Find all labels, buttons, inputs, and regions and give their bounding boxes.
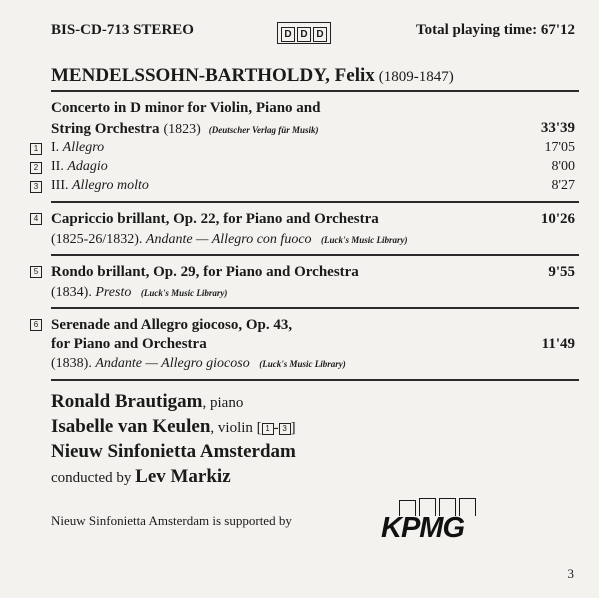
- ddd-badge: [277, 22, 331, 44]
- track-range-dash: -: [273, 420, 279, 436]
- divider: [51, 201, 579, 203]
- track-number-box: 3: [30, 181, 42, 193]
- composer-name: MENDELSSOHN-BARTHOLDY, Felix: [51, 65, 375, 86]
- ddd-letter: D: [297, 27, 311, 42]
- performer-role: , violin [: [210, 420, 262, 436]
- sponsor-text: Nieuw Sinfonietta Amsterdam is supported by: [51, 513, 292, 528]
- work-tempo: Andante — Allegro giocoso: [95, 356, 250, 371]
- divider: [51, 254, 579, 256]
- track-number-box: 5: [30, 266, 42, 278]
- work-publisher: (Luck's Music Library): [259, 359, 346, 369]
- movement-numeral: I.: [51, 140, 60, 155]
- performer-violinist: [51, 416, 296, 438]
- divider: [51, 307, 579, 309]
- movement: [51, 178, 149, 194]
- work-duration: 10'26: [540, 211, 575, 227]
- work-title: Rondo brillant, Op. 29, for Piano and Orchestra: [51, 264, 359, 280]
- movement-duration: 8'00: [551, 159, 575, 174]
- movement-numeral: III.: [51, 178, 69, 193]
- work-publisher: (Luck's Music Library): [321, 235, 408, 245]
- track-number-box: 3: [279, 423, 291, 435]
- work-duration: 11'49: [541, 336, 575, 352]
- work-year: (1838).: [51, 356, 92, 371]
- divider: [51, 379, 579, 381]
- orchestra-name: Nieuw Sinfonietta Amsterdam: [51, 441, 296, 462]
- work-duration: 9'55: [548, 264, 575, 280]
- work-details: [51, 356, 346, 372]
- work-title: Capriccio brillant, Op. 22, for Piano and Orchestra: [51, 211, 379, 227]
- movement-duration: 8'27: [551, 178, 575, 193]
- performer-role: , piano: [202, 395, 244, 411]
- track-number-box: 4: [30, 213, 42, 225]
- work-title-line2: for Piano and Orchestra: [51, 336, 207, 352]
- ddd-letter: D: [313, 27, 327, 42]
- work-tempo: Presto: [95, 285, 132, 300]
- composer-dates: (1809-1847): [378, 69, 454, 85]
- bracket-close: ]: [290, 420, 296, 436]
- movement: [51, 159, 108, 175]
- conductor-line: [51, 466, 231, 488]
- kpmg-logo: [381, 498, 491, 544]
- total-playing-time: Total playing time: 67'12: [415, 22, 575, 38]
- movement: [51, 140, 104, 156]
- track-number-box: 6: [30, 319, 42, 331]
- kpmg-logo-text: KPMG: [381, 512, 464, 544]
- performer-name: Ronald Brautigam: [51, 391, 203, 412]
- movement-numeral: II.: [51, 159, 64, 174]
- work-title-part: String Orchestra: [51, 121, 160, 137]
- divider: [51, 90, 579, 92]
- track-number-box: 1: [262, 423, 274, 435]
- work-title: Concerto in D minor for Violin, Piano and: [51, 100, 321, 116]
- conductor-name: Lev Markiz: [135, 466, 231, 487]
- ddd-letter: D: [281, 27, 295, 42]
- track-number-box: 2: [30, 162, 42, 174]
- catalog-number: BIS-CD-713 STEREO: [51, 22, 194, 38]
- page-number: 3: [567, 566, 574, 581]
- movement-tempo: Adagio: [67, 159, 108, 174]
- movement-tempo: Allegro: [62, 140, 105, 155]
- work-publisher: (Deutscher Verlag für Musik): [208, 125, 319, 135]
- work-year: (1823): [163, 122, 201, 137]
- work-publisher: (Luck's Music Library): [140, 288, 228, 298]
- movement-tempo: Allegro molto: [72, 178, 149, 193]
- work-title: Serenade and Allegro giocoso, Op. 43,: [51, 317, 293, 333]
- work-year: (1825-26/1832).: [51, 232, 143, 247]
- work-title-line2: [51, 120, 319, 138]
- composer-heading: [51, 65, 454, 87]
- work-tempo: Andante — Allegro con fuoco: [145, 232, 312, 247]
- work-duration: 33'39: [540, 120, 575, 136]
- work-year: (1834).: [51, 285, 92, 300]
- conductor-prefix: conducted by: [51, 470, 136, 486]
- performer-name: Isabelle van Keulen: [51, 416, 211, 437]
- performer-pianist: [51, 391, 243, 413]
- track-number-box: 1: [30, 143, 42, 155]
- movement-duration: 17'05: [544, 140, 575, 155]
- work-details: [51, 232, 408, 248]
- work-details: [51, 285, 227, 301]
